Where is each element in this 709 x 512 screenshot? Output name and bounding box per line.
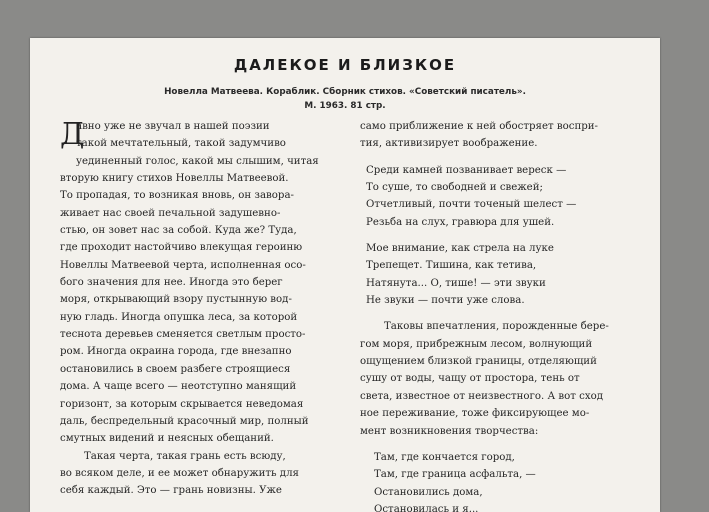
text-line: Среди камней позванивает вереск —: [366, 164, 567, 176]
text-line: стью, он зовет нас за собой. Куда же? Туда,: [60, 225, 297, 237]
biblio-line-1: Новелла Матвеева. Кораблик. Сборник стихов. «Советский писатель».: [164, 87, 526, 97]
text-line: тия, активизирует воображение.: [360, 138, 538, 150]
text-line: ное переживание, тоже фиксирующее мо-: [360, 408, 590, 420]
text-line: Остановилась и я...: [374, 503, 479, 512]
left-paragraph-2: [60, 448, 348, 500]
text-line: мент возникновения творчества:: [360, 425, 539, 437]
text-line: живает нас своей печальной задушевно-: [60, 207, 281, 219]
text-line: бого значения для нее. Иногда это берег: [60, 277, 283, 289]
text-line: дома. А чаще всего — неотступно манящий: [60, 381, 297, 393]
text-line: гом моря, прибрежным лесом, волнующий: [360, 338, 593, 350]
text-line: сушу от воды, чащу от простора, тень от: [360, 373, 580, 385]
text-line: смутных видений и неясных обещаний.: [60, 433, 274, 445]
text-line: света, известное от неизвестного. А вот сход: [360, 390, 604, 402]
text-line: вторую книгу стихов Новеллы Матвеевой.: [60, 173, 289, 185]
text-line: Новеллы Матвеевой черта, исполненная осо-: [60, 259, 306, 271]
poem-stanza-2: [360, 240, 638, 309]
text-line: остановились в своем разбеге строящиеся: [60, 363, 291, 375]
text-line: Натянута... О, тише! — эти звуки: [366, 277, 546, 289]
text-line: То суше, то свободней и свежей;: [366, 182, 543, 194]
text-line: ную гладь. Иногда опушка леса, за которой: [60, 311, 298, 323]
right-paragraph-2: [360, 318, 638, 439]
text-line: само приближение к ней обостряет воспри-: [360, 121, 598, 132]
text-line: Трепещет. Тишина, как тетива,: [366, 260, 537, 272]
text-line: ром. Иногда окраина города, где внезапно: [60, 346, 292, 358]
text-line: Таковы впечатления, порожденные бере-: [384, 321, 609, 333]
magazine-page: [30, 38, 660, 512]
text-line: авно уже не звучал в нашей поэзии: [76, 121, 270, 132]
biblio-line-2: М. 1963. 81 стр.: [304, 101, 386, 111]
text-line: себя каждый. Это — грань новизны. Уже: [60, 485, 282, 497]
text-line: где проходит настойчиво влекущая героиню: [60, 242, 303, 254]
text-line: ощущением близкой границы, отделяющий: [360, 356, 597, 368]
text-line: Там, где граница асфальта, —: [374, 469, 536, 481]
left-paragraph-1: [60, 118, 348, 448]
poem-stanza-1: [360, 162, 638, 231]
right-column: [360, 118, 638, 512]
text-line: Не звуки — почти уже слова.: [366, 295, 525, 307]
text-line: моря, открывающий взору пустынную вод-: [60, 294, 292, 306]
article-title: ДАЛЕКОЕ И БЛИЗКОЕ: [233, 56, 457, 74]
right-paragraph-1: [360, 118, 638, 153]
text-line: Такая черта, такая грань есть всюду,: [84, 450, 286, 462]
text-line: горизонт, за которым скрывается неведомая: [60, 398, 304, 410]
text-line: Там, где кончается город,: [374, 451, 515, 463]
text-line: уединенный голос, какой мы слышим, читая: [76, 155, 319, 167]
text-line: теснота деревьев сменяется светлым просто-: [60, 329, 306, 341]
text-line: Мое внимание, как стрела на луке: [366, 243, 554, 255]
bibliographic-reference: [30, 85, 660, 113]
text-line: даль, беспредельный красочный мир, полный: [60, 415, 309, 427]
text-line: Отчетливый, почти точеный шелест —: [366, 199, 577, 211]
text-line: такой мечтательный, такой задумчиво: [76, 138, 286, 150]
drop-cap: Д: [60, 117, 85, 152]
left-column: [60, 118, 348, 500]
poem-stanza-3: [360, 449, 638, 512]
text-line: во всяком деле, и ее может обнаружить для: [60, 467, 299, 479]
text-line: То пропадая, то возникая вновь, он завора-: [60, 190, 294, 202]
text-line: Остановились дома,: [374, 486, 483, 498]
text-line: Резьба на слух, гравюра для ушей.: [366, 216, 555, 228]
